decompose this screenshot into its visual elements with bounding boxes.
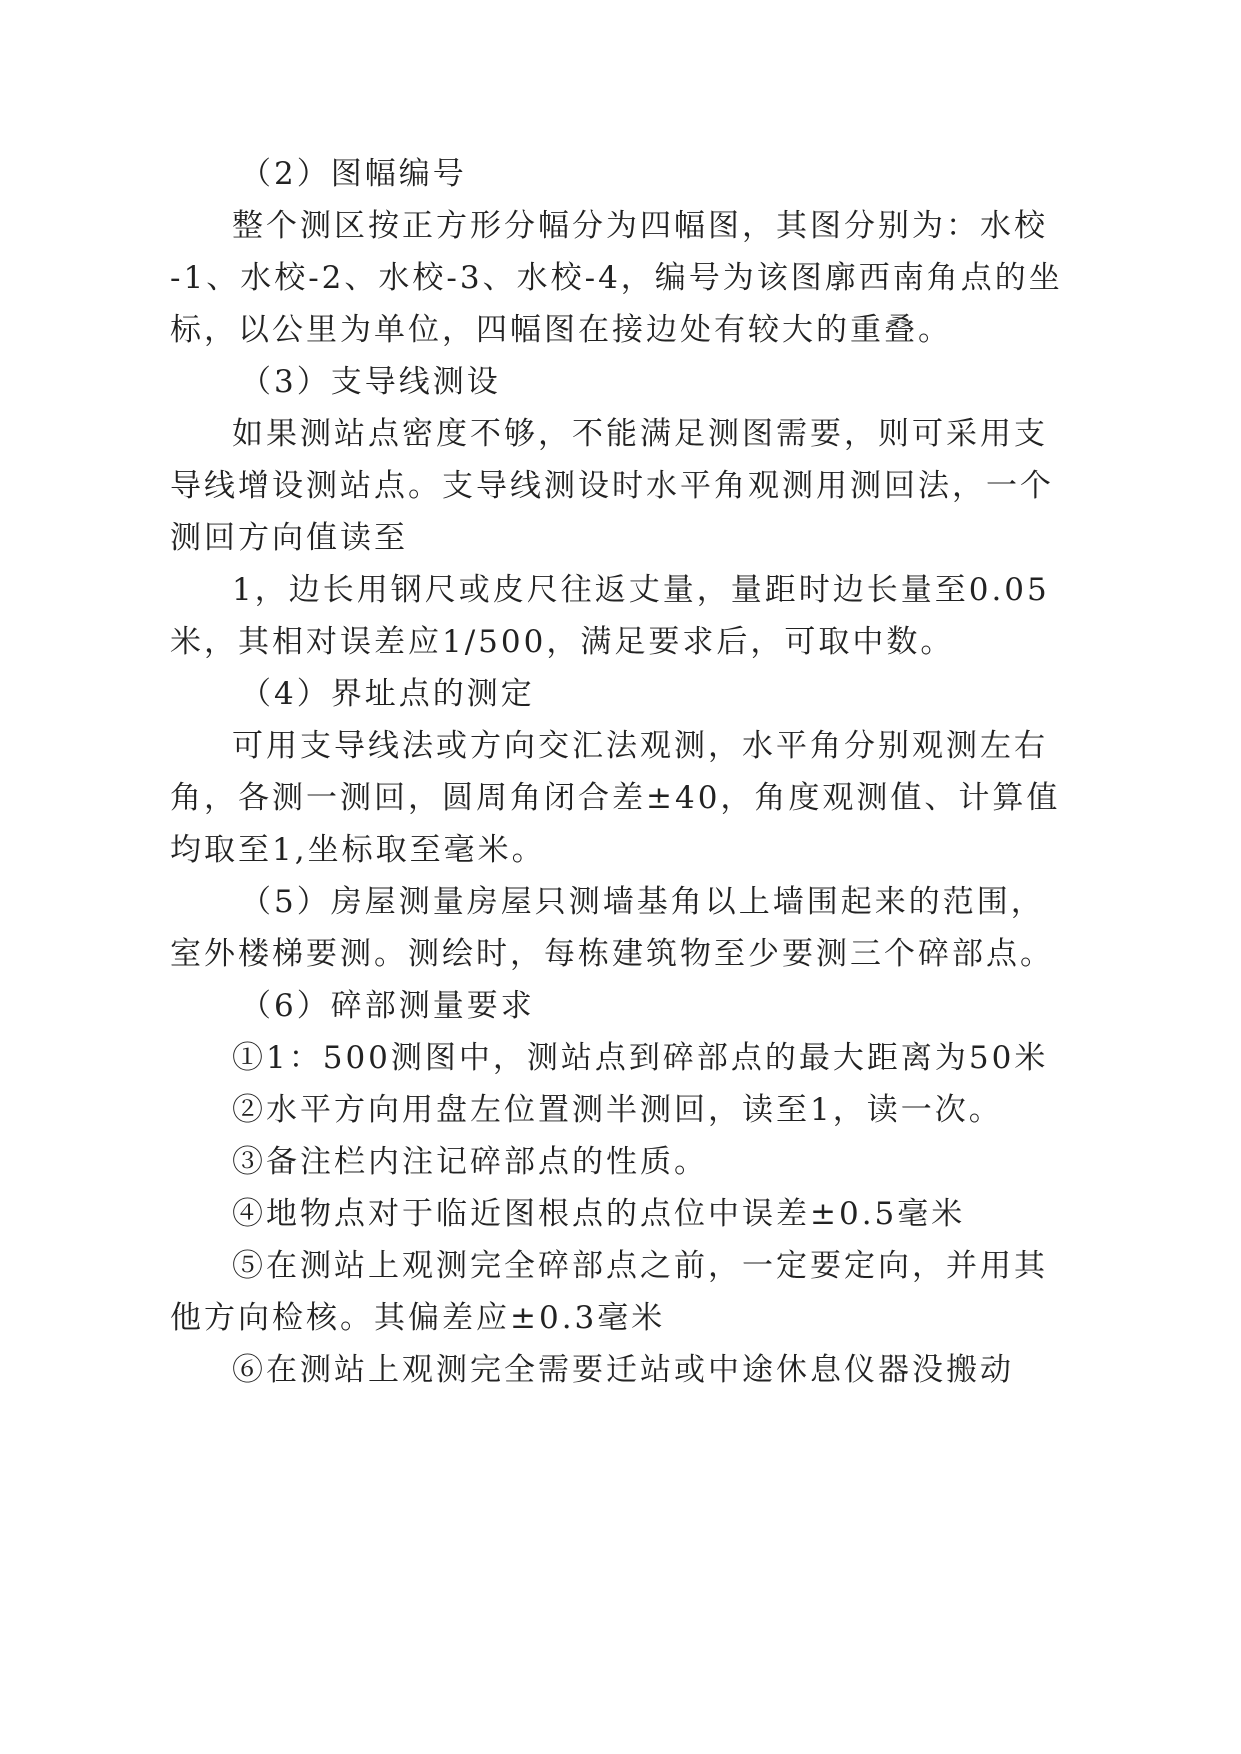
section-heading-building-survey: （5）房屋测量房屋只测墙基角以上墙围起来的范围， xyxy=(240,884,1045,920)
list-item: ①1：500测图中，测站点到碎部点的最大距离为50米 xyxy=(232,1040,1049,1076)
paragraph-line: 可用支导线法或方向交汇法观测，水平角分别观测左右 xyxy=(232,728,1048,764)
paragraph-line: 1，边长用钢尺或皮尺往返丈量，量距时边长量至0.05 xyxy=(232,572,1050,608)
list-item: ④地物点对于临近图根点的点位中误差±0.5毫米 xyxy=(232,1196,966,1232)
section-heading-boundary-points: （4）界址点的测定 xyxy=(240,676,535,712)
section-heading-traverse: （3）支导线测设 xyxy=(240,364,501,400)
paragraph-line: 标，以公里为单位，四幅图在接边处有较大的重叠。 xyxy=(170,312,952,348)
paragraph-line: 均取至1,坐标取至毫米。 xyxy=(170,832,546,868)
paragraph-line: 整个测区按正方形分幅分为四幅图，其图分别为：水校 xyxy=(232,208,1048,244)
paragraph-line: 米，其相对误差应1/500，满足要求后，可取中数。 xyxy=(170,624,955,660)
section-heading-detail-survey: （6）碎部测量要求 xyxy=(240,988,535,1024)
paragraph-line: 导线增设测站点。支导线测设时水平角观测用测回法，一个 xyxy=(170,468,1054,504)
list-item: ③备注栏内注记碎部点的性质。 xyxy=(232,1144,708,1180)
section-heading-map-numbering: （2）图幅编号 xyxy=(240,156,467,192)
paragraph-line: 如果测站点密度不够，不能满足测图需要，则可采用支 xyxy=(232,416,1048,452)
list-item: ⑥在测站上观测完全需要迁站或中途休息仪器没搬动 xyxy=(232,1352,1014,1388)
paragraph-line: 室外楼梯要测。测绘时，每栋建筑物至少要测三个碎部点。 xyxy=(170,936,1054,972)
paragraph-line: -1、水校-2、水校-3、水校-4，编号为该图廓西南角点的坐 xyxy=(170,260,1063,296)
paragraph-line: 角，各测一测回，圆周角闭合差±40，角度观测值、计算值 xyxy=(170,780,1061,816)
list-item: ②水平方向用盘左位置测半测回，读至1，读一次。 xyxy=(232,1092,1003,1128)
paragraph-line: 测回方向值读至 xyxy=(170,520,408,556)
list-item: ⑤在测站上观测完全碎部点之前，一定要定向，并用其 xyxy=(232,1248,1048,1284)
list-item-continuation: 他方向检核。其偏差应±0.3毫米 xyxy=(170,1300,666,1336)
